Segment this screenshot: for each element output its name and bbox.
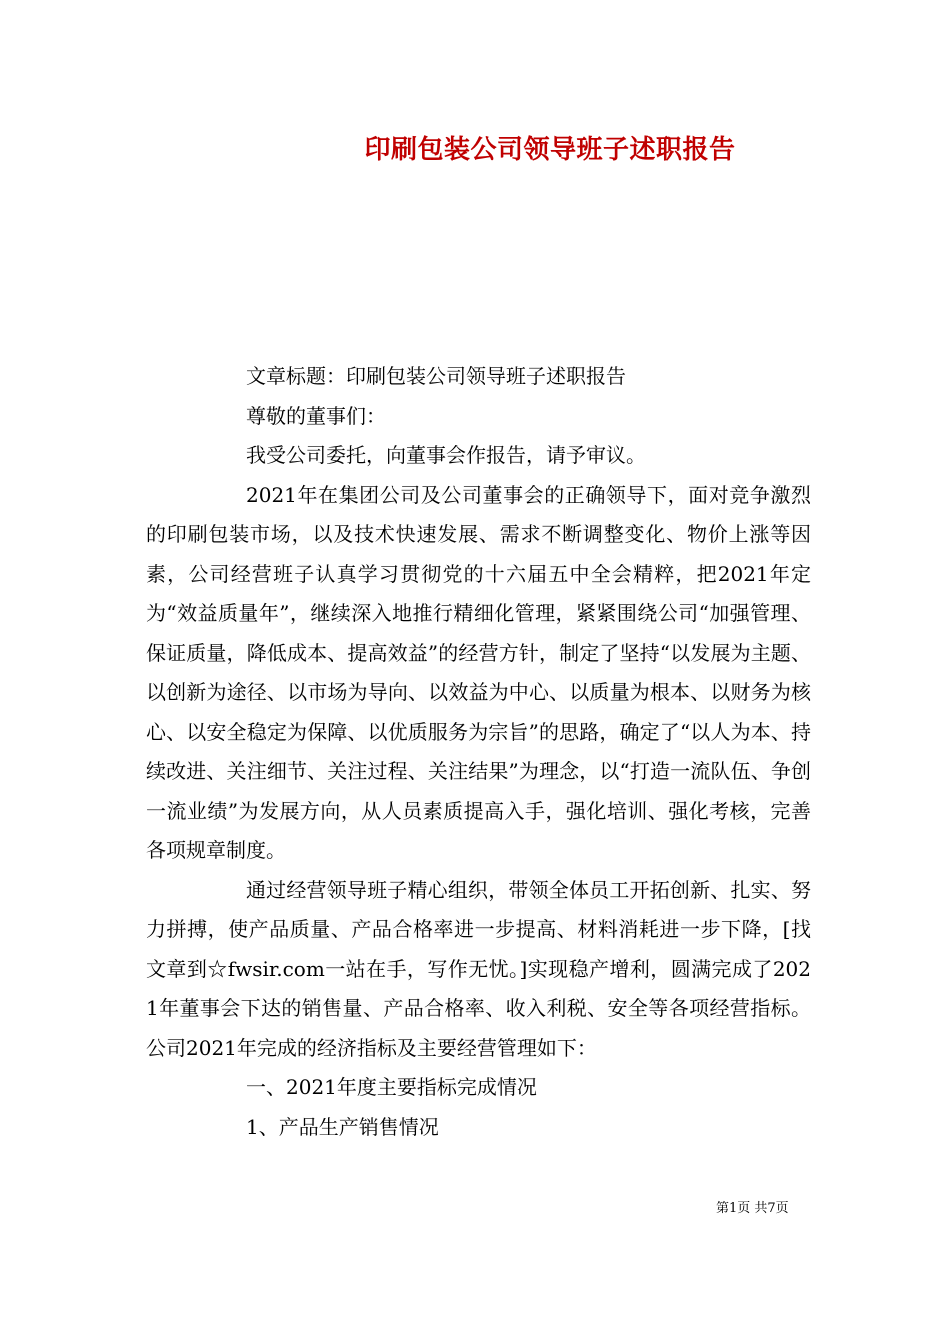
body-paragraph-2: 通过经营领导班子精心组织，带领全体员工开拓创新、扎实、努力拼搏，使产品质量、产品合格率进一步提高、材料消耗进一步下降，[找文章到☆fwsir.com一站在手，写作无忧。]实现稳产增利，圆满完成了2021年董事会下达的销售量、产品合格率、收入利税、安全等各项经营指标。公司2021年完成的经济指标及主要经营管理如下： bbox=[146, 877, 811, 1060]
subsection-heading: 1、产品生产销售情况 bbox=[246, 1114, 439, 1139]
body-paragraph-1: 2021年在集团公司及公司董事会的正确领导下，面对竞争激烈的印刷包装市场，以及技术快速发展、需求不断调整变化、物价上涨等因素，公司经营班子认真学习贯彻党的十六届五中全会精粹，把2021年定为“效益质量年”，继续深入地推行精细化管理，紧紧围绕公司“加强管理、保证质量，降低成本、提高效益”的经营方针，制定了坚持“以发展为主题、以创新为途径、以市场为导向、以效益为中心、以质量为根本、以财务为核心、以安全稳定为保障、以优质服务为宗旨”的思路，确定了“以人为本、持续改进、关注细节、关注过程、关注结果”为理念，以“打造一流队伍、争创一流业绩”为发展方向，从人员素质提高入手，强化培训、强化考核，完善各项规章制度。 bbox=[146, 482, 811, 862]
section-heading: 一、2021年度主要指标完成情况 bbox=[246, 1075, 537, 1099]
document-body bbox=[146, 357, 811, 1147]
salutation: 尊敬的董事们： bbox=[246, 403, 386, 428]
intro-paragraph: 我受公司委托，向董事会作报告，请予审议。 bbox=[246, 443, 646, 467]
document-title: 印刷包装公司领导班子述职报告 bbox=[364, 135, 736, 165]
page-footer: 第1页 共7页 bbox=[716, 1201, 789, 1216]
article-title-line: 文章标题：印刷包装公司领导班子述职报告 bbox=[246, 364, 626, 388]
